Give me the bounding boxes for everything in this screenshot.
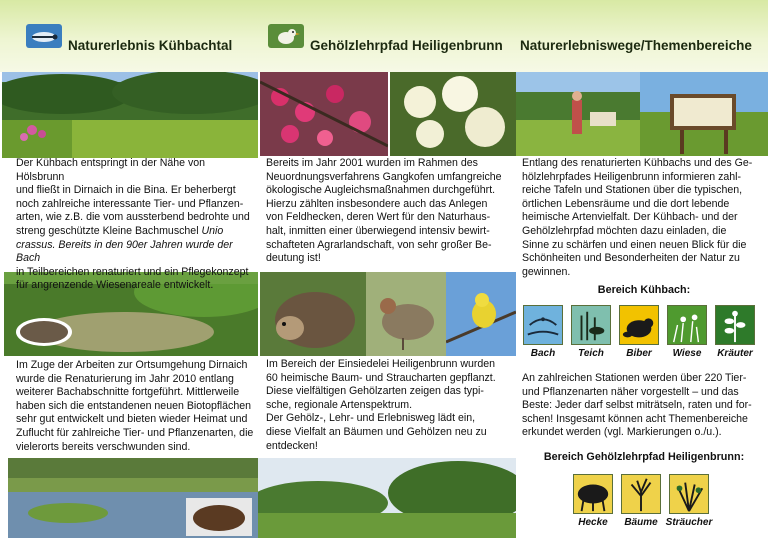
bird-logo-icon [268, 22, 304, 50]
text-line: Hierzu zählten insbesondere auch das Anlegen [266, 197, 488, 210]
kraeuter-tile [715, 305, 755, 345]
text-line: reiche Tafeln und Stationen über die typischen, [522, 184, 743, 197]
biber-tile [619, 305, 659, 345]
text-line: für angrenzende Wiesenareale entwickelt. [16, 279, 214, 292]
info-board-photo [640, 72, 768, 156]
text-line: Bereits im Jahr 2001 wurden im Rahmen des [266, 157, 478, 169]
header-band [0, 0, 768, 72]
text-line: Beste: Jeder darf selbst miträtseln, raten und for- [522, 399, 752, 412]
text-line: Sinne zu schärfen und einen neuen Blick für die [522, 238, 747, 251]
text-line: örtlichen Lebensräume und die dort lebende [522, 197, 730, 210]
text-line: und Pflanzenarten näher vorgestellt – und das [522, 385, 739, 398]
bereich-gehoelz-heading: Bereich Gehölzlehrpfad Heiligenbrunn: [543, 451, 745, 463]
text-fragment: crassus. Bereits in den 90er Jahren wurde der Bach [16, 238, 233, 265]
reed-pond-beaver-photo [8, 458, 258, 538]
bach-tile [523, 305, 563, 345]
text-line: von Feldhecken, deren Wert für den Naturhaus- [266, 211, 491, 224]
text-line: entdecken! [266, 439, 318, 452]
text-line: heimische Artenvielfalt. Der Kühbach- und der [522, 211, 738, 224]
col1-title: Naturerlebnis Kühbachtal [68, 38, 233, 53]
col3-paragraph-1 [522, 157, 766, 279]
text-line: diese Vielfalt an Bäumen und Gehölzen neu zu [266, 425, 487, 438]
text-line: gewinnen. [522, 265, 571, 278]
dragonfly-logo-icon [26, 22, 62, 50]
text-line: erkundet werden (vgl. Markierungen o./u.). [522, 426, 722, 439]
text-line: noch zahlreiche interessante Tier- und Pflanzen- [16, 197, 244, 210]
teich-tile [571, 305, 611, 345]
text-fragment: streng geschützte Kleine Bachmuschel [16, 224, 202, 237]
text-line: Der Gehölz-, Lehr- und Erlebnisweg lädt ein, [266, 412, 476, 425]
straeucher-label: Sträucher [665, 517, 713, 528]
text-line: Im Zuge der Arbeiten zur Ortsumgehung Dirnaich [16, 359, 248, 371]
teich-label: Teich [578, 348, 604, 359]
text-line: An zahlreichen Stationen werden über 220 Tier- [522, 372, 747, 384]
text-line: Entlang des renaturierten Kühbachs und des Ge- [522, 157, 753, 169]
elder-blossom-photo [390, 72, 516, 156]
biber-label: Biber [626, 348, 652, 359]
text-line: Gehölzlehrpfad möchten dazu einladen, die [522, 224, 727, 237]
text-line: Diese vielfältigen Gehölzarten zeigen das typi- [266, 385, 484, 398]
text-line: in Teilbereichen renaturiert und ein Pflegekonzept [16, 265, 249, 278]
text-line [16, 225, 256, 239]
text-line [16, 239, 256, 266]
bach-label: Bach [530, 348, 556, 359]
baeume-label: Bäume [624, 517, 658, 528]
baeume-tile [621, 474, 661, 514]
straeucher-tile [669, 474, 709, 514]
col3-title: Naturerlebniswege/Themenbereiche [520, 38, 752, 53]
kraeuter-label: Kräuter [717, 348, 753, 359]
col3-paragraph-2 [522, 372, 766, 440]
col2-title: Gehölzlehrpfad Heiligenbrunn [310, 38, 503, 53]
hedge-landscape-photo [258, 458, 516, 538]
text-line: haben sich die entstandenen neuen Biotopflächen [16, 399, 252, 412]
col1-paragraph-1 [16, 157, 256, 293]
bereich-kuehbach-heading: Bereich Kühbach: [597, 284, 691, 296]
col2-paragraph-1 [266, 157, 514, 266]
text-line: hölzlehrpfades Heiligenbrunn informieren zahl- [522, 170, 742, 183]
text-line: deutung ist! [266, 252, 321, 265]
text-line: ökologische Augleichsmaßnahmen durchgeführt. [266, 184, 496, 197]
col1-paragraph-2 [16, 359, 256, 454]
wiese-label: Wiese [672, 348, 702, 359]
text-line: Neuordnungsverfahrens Gangkofen umfangreiche [266, 170, 502, 183]
text-line: weiterer Bachabschnitte fortgeführt. Mittlerweile [16, 386, 240, 399]
hedgehog-photo [260, 272, 366, 356]
text-line: Der Kühbach entspringt in der Nähe von Hölsbrunn [16, 157, 206, 183]
info-station-visitor-photo [516, 72, 640, 156]
kuehbach-meadow-photo [2, 72, 258, 158]
text-line: schen! Insgesamt können acht Themenbereiche [522, 412, 748, 425]
partridge-photo [366, 272, 446, 356]
text-line: arten, wie z.B. die vom aussterbend bedrohte und [16, 211, 250, 224]
text-line: wurde die Renaturierung im Jahr 2010 entlang [16, 372, 234, 385]
species-name: Unio [201, 224, 224, 237]
text-line: Im Bereich der Einsiedelei Heiligenbrunn wurden [266, 358, 496, 370]
text-line: vielerorts bereits verschwunden sind. [16, 440, 191, 453]
yellowhammer-photo [446, 272, 516, 356]
text-line: Zuflucht für zahlreiche Tier- und Pflanzenarten, die [16, 426, 254, 439]
text-line: sehr gut entwickelt und bieten wieder Heimat und [16, 413, 248, 426]
text-line: Schönheiten und Besonderheiten der Natur zu [522, 252, 740, 265]
text-line: und fließt in Dirnaich in die Bina. Er beherbergt [16, 184, 236, 197]
spindle-berries-photo [260, 72, 388, 156]
wiese-tile [667, 305, 707, 345]
col2-paragraph-2 [266, 358, 514, 453]
text-line: sche, regionale Artenspektrum. [266, 398, 413, 411]
text-line: 60 heimische Baum- und Straucharten gepflanzt. [266, 371, 496, 384]
text-line: schafteten Agrarlandschaft, von sehr großer Be- [266, 238, 492, 251]
text-line: halt, inmitten einer überwiegend intensiv bewirt- [266, 224, 490, 237]
hecke-label: Hecke [578, 517, 608, 528]
hecke-tile [573, 474, 613, 514]
